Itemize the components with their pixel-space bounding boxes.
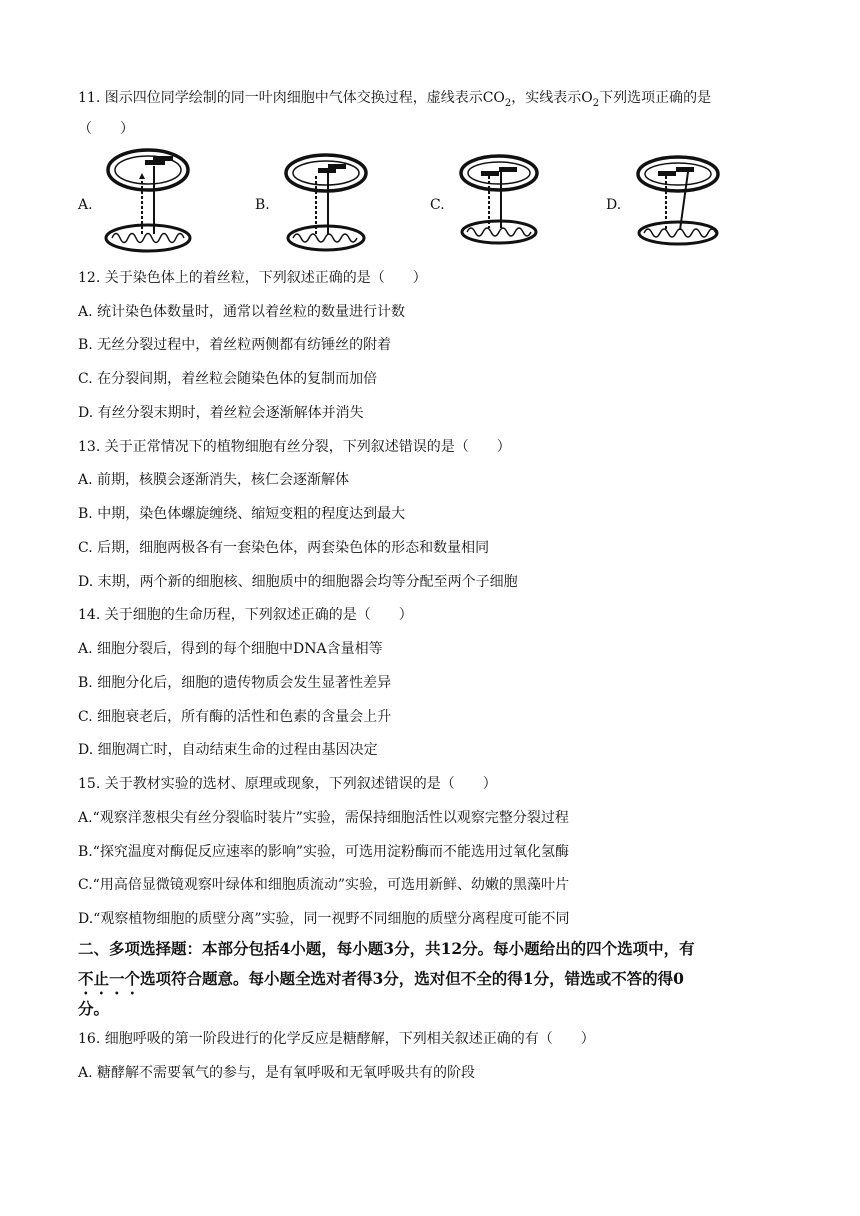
q11-stem-part-a: 11. 图示四位同学绘制的同一叶肉细胞中气体交换过程，虚线表示CO — [78, 90, 505, 106]
q15-stem: 15. 关于教材实验的选材、原理或现象，下列叙述错误的是（ ） — [78, 776, 497, 792]
q11-figure-a — [100, 146, 196, 254]
q12-option-a[interactable]: A. 统计染色体数量时，通常以着丝粒的数量进行计数 — [78, 304, 406, 320]
organelle-diagram-c — [455, 154, 543, 246]
q12-option-d[interactable]: D. 有丝分裂末期时，着丝粒会逐渐解体并消失 — [78, 405, 364, 421]
q13-option-d[interactable]: D. 末期，两个新的细胞核、细胞质中的细胞器会均等分配至两个子细胞 — [78, 574, 518, 590]
co2-subscript: 2 — [504, 97, 512, 109]
q15-option-d[interactable]: D.“观察植物细胞的质壁分离”实验，同一视野不同细胞的质壁分离程度可能不同 — [78, 911, 570, 927]
q11-option-d-label[interactable]: D. — [606, 197, 622, 213]
q14-option-a[interactable]: A. 细胞分裂后，得到的每个细胞中DNA含量相等 — [78, 641, 383, 657]
q12-option-b[interactable]: B. 无丝分裂过程中，着丝粒两侧都有纺锤丝的附着 — [78, 337, 392, 353]
organelle-diagram-b — [280, 152, 372, 252]
q12-stem: 12. 关于染色体上的着丝粒，下列叙述正确的是（ ） — [78, 270, 427, 286]
q15-option-a[interactable]: A.“观察洋葱根尖有丝分裂临时装片”实验，需保持细胞活性以观察完整分裂过程 — [78, 810, 569, 826]
q13-option-c[interactable]: C. 后期，细胞两极各有一套染色体，两套染色体的形态和数量相同 — [78, 540, 490, 556]
q14-option-c[interactable]: C. 细胞衰老后，所有酶的活性和色素的含量会上升 — [78, 709, 392, 725]
q14-option-d[interactable]: D. 细胞凋亡时，自动结束生命的过程由基因决定 — [78, 742, 378, 758]
q13-stem: 13. 关于正常情况下的植物细胞有丝分裂，下列叙述错误的是（ ） — [78, 439, 511, 455]
q14-stem: 14. 关于细胞的生命历程，下列叙述正确的是（ ） — [78, 607, 413, 623]
organelle-diagram-d — [630, 154, 726, 246]
q16-option-a[interactable]: A. 糖酵解不需要氧气的参与，是有氧呼吸和无氧呼吸共有的阶段 — [78, 1065, 476, 1081]
organelle-diagram-a — [100, 146, 196, 254]
section2-line2 — [78, 969, 684, 998]
q11-figure-c — [455, 154, 543, 246]
q15-option-c[interactable]: C.“用高倍显微镜观察叶绿体和细胞质流动”实验，可选用新鲜、幼嫩的黑藻叶片 — [78, 877, 569, 893]
q11-figure-b — [280, 152, 372, 252]
q11-stem-part-c: 下列选项正确的是 — [599, 90, 712, 106]
section2-line2-rest: 选项符合题意。每小题全选对者得3分，选对但不全的得1分，错选或不答的得0 — [140, 969, 684, 988]
q13-option-a[interactable]: A. 前期，核膜会逐渐消失，核仁会逐渐解体 — [78, 472, 350, 488]
q11-option-b-label[interactable]: B. — [255, 197, 270, 213]
q11-option-a-label[interactable]: A. — [78, 197, 93, 213]
q13-option-b[interactable]: B. 中期，染色体螺旋缠绕、缩短变粗的程度达到最大 — [78, 506, 406, 522]
q16-stem: 16. 细胞呼吸的第一阶段进行的化学反应是糖酵解，下列相关叙述正确的有（ ） — [78, 1031, 595, 1047]
q11-stem — [78, 88, 711, 114]
q12-option-c[interactable]: C. 在分裂间期，着丝粒会随染色体的复制而加倍 — [78, 371, 378, 387]
q11-figure-d — [630, 154, 726, 246]
q11-option-c-label[interactable]: C. — [430, 197, 445, 213]
section2-emphasis: 不止一个 — [78, 969, 141, 988]
q15-option-b[interactable]: B.“探究温度对酶促反应速率的影响”实验，可选用淀粉酶而不能选用过氧化氢酶 — [78, 844, 570, 860]
section2-line1: 二、多项选择题：本部分包括4小题，每小题3分，共12分。每小题给出的四个选项中，有 — [78, 939, 695, 958]
q11-blank: （ ） — [78, 121, 134, 137]
q11-stem-part-b: ，实线表示O — [511, 90, 593, 106]
q14-option-b[interactable]: B. 细胞分化后，细胞的遗传物质会发生显著性差异 — [78, 675, 392, 691]
o2-subscript: 2 — [592, 97, 600, 109]
section2-line3: 分。 — [78, 999, 110, 1018]
